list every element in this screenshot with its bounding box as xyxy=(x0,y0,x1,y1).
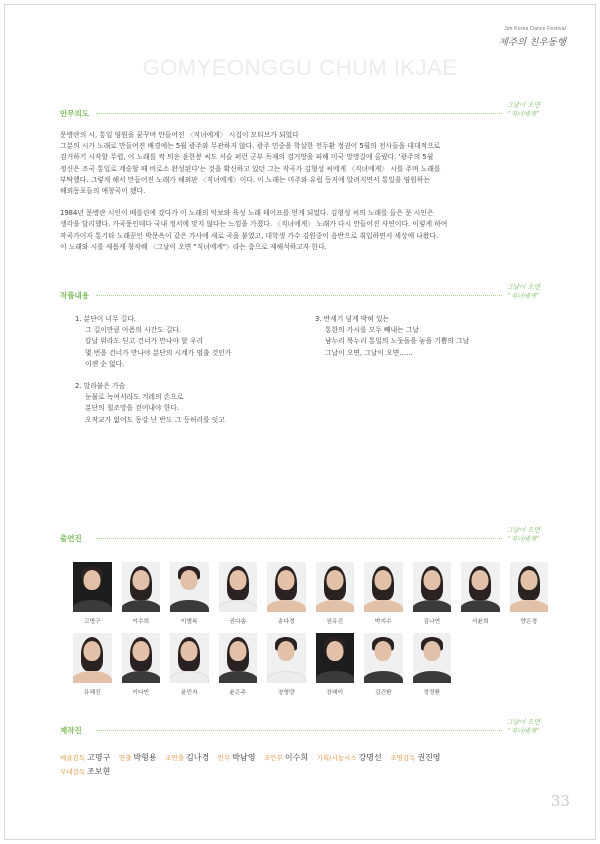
work-line: 남누리 북누리 통일의 노둣돌을 놓을 기쁨의 그날 xyxy=(325,337,470,346)
credit-name: 고명구 xyxy=(87,753,111,762)
work-item xyxy=(315,314,540,359)
cast-member xyxy=(413,633,452,696)
credit-name: 강명선 xyxy=(358,753,382,762)
work-line: 통한의 가시를 모두 빼내는 그날 xyxy=(325,326,419,335)
cast-member xyxy=(219,633,258,696)
cast-member xyxy=(461,562,500,625)
tag-line-2: “직녀에게” xyxy=(507,292,540,300)
cast-name: 양은경 xyxy=(520,619,538,625)
shoulders-shape xyxy=(73,671,112,683)
cast-photo xyxy=(122,562,161,612)
shoulders-shape xyxy=(219,600,258,612)
section-divider xyxy=(96,113,540,114)
section-tag xyxy=(502,718,540,736)
work-line: 칼날 위라도 딛고 건너가 만나야 할 우리 xyxy=(85,337,204,346)
cast-member xyxy=(122,633,161,696)
section-tag xyxy=(502,101,540,119)
cast-name: 김건환 xyxy=(374,690,392,696)
festival-name: 제주의 친우동행 xyxy=(498,37,566,48)
works-right-column xyxy=(315,314,540,370)
cast-name: 김나연 xyxy=(423,619,441,625)
page-number: 33 xyxy=(550,792,570,810)
cast-photo xyxy=(219,562,258,612)
cast-member xyxy=(219,562,258,625)
credit xyxy=(119,753,157,762)
cast-row-1 xyxy=(73,562,543,625)
page-title: GOMYEONGGU CHUM IKJAE xyxy=(142,55,458,80)
tag-line-2: “직녀에게” xyxy=(507,727,540,735)
tag-line-1: 그날이 오면 xyxy=(506,283,540,291)
shoulders-shape xyxy=(413,671,452,683)
shoulders-shape xyxy=(267,600,306,612)
shoulders-shape xyxy=(170,600,209,612)
works-left-column xyxy=(75,314,310,437)
credit xyxy=(218,753,256,762)
cast-name: 이별복 xyxy=(180,619,198,625)
section-title: 제작진 xyxy=(60,726,82,735)
cast-name: 장형량 xyxy=(277,690,295,696)
cast-member xyxy=(364,633,403,696)
cast-member xyxy=(73,633,112,696)
credit-name: 김나경 xyxy=(186,753,210,762)
cast-member xyxy=(316,562,355,625)
section-divider xyxy=(96,730,540,731)
work-item xyxy=(75,381,310,426)
face-shape xyxy=(229,570,246,590)
section-tag xyxy=(502,526,540,544)
face-shape xyxy=(326,641,343,661)
work-line: 3. 반세기 넘게 박혀 있는 xyxy=(315,315,390,323)
work-line: 이젠 순 없다. xyxy=(85,359,125,368)
intention-paragraph: 문병란의 시, 통일 염원을 꿈꾸며 만들어진 〈직녀에게〉 시집이 모티브가 되었다 그분의 시가 노래로 만들어진 배경에는 5월 광주와 무관하지 않다. 광주 민중을 학살한 전두환 정권이 5월의 전사들을 대대적으로 검거하기 시작할 무렵, 이 노래를 싹 틔운 윤한봉 씨도 서슬 퍼런 군부 독재의 검거망을 피해 미국 망명길에 올랐다. '광주의 5월 정신은 조국 통일로 계승할 때 비로소 완성된다'는 것을 확신하고 있던 그는 작곡가 김형성 씨에게 〈직녀에게〉 시를 주며 노래를 부탁했다. 그렇게 해서 만들어진 노래가 해외판 〈직녀에게〉이다. 이 노래는 미주와 유럽 등지에 알려지면서 통일을 염원하는 해외동포들의 애창곡이 됐다. xyxy=(60,131,441,196)
cast-photo xyxy=(510,562,549,612)
cast-name: 송다경 xyxy=(277,619,295,625)
work-line: 2. 말라붙은 가슴 xyxy=(75,382,126,391)
cast-member xyxy=(170,633,209,696)
tag-line-1: 그날이 오면 xyxy=(506,718,540,726)
face-shape xyxy=(181,570,198,590)
work-line: 오작교가 없어도 동강 난 반도 그 등허리를 잇고 xyxy=(85,415,225,424)
festival-subtitle: Jim Korea Dance Festival xyxy=(504,26,566,32)
cast-name: 박지수 xyxy=(374,619,392,625)
cast-name: 장래이 xyxy=(326,690,344,696)
cast-photo xyxy=(316,562,355,612)
work-item xyxy=(75,314,310,370)
credit-name: 박남영 xyxy=(232,753,256,762)
face-shape xyxy=(132,641,149,661)
credit-role: 조연출 xyxy=(165,754,184,762)
section-divider xyxy=(96,538,540,539)
shoulders-shape xyxy=(461,600,500,612)
shoulders-shape xyxy=(73,600,112,612)
cast-member xyxy=(170,562,209,625)
credit xyxy=(60,753,110,762)
tag-line-1: 그날이 오면 xyxy=(506,526,540,534)
face-shape xyxy=(326,570,343,590)
cast-photo xyxy=(364,633,403,683)
cast-member xyxy=(267,562,306,625)
cast-photo xyxy=(413,562,452,612)
face-shape xyxy=(423,570,440,590)
cast-photo xyxy=(219,633,258,683)
cast-photo xyxy=(170,562,209,612)
cast-member xyxy=(73,562,112,625)
face-shape xyxy=(84,570,101,590)
work-line: 눈물로 녹여서라도 겨레의 손으로 xyxy=(85,393,184,402)
cast-name: 권다솜 xyxy=(229,619,247,625)
work-line: 분단의 철조망을 걷어내야 한다. xyxy=(85,404,179,413)
credit-name: 조보현 xyxy=(87,767,111,776)
shoulders-shape xyxy=(316,671,355,683)
section-divider xyxy=(96,295,540,296)
section-title: 안무의도 xyxy=(60,109,89,118)
cast-name: 유혜진 xyxy=(83,690,101,696)
credit-role: 연출 xyxy=(118,754,132,762)
credit-name: 박형용 xyxy=(133,753,157,762)
shoulders-shape xyxy=(413,600,452,612)
credit-name: 이수희 xyxy=(284,753,309,762)
intention-body xyxy=(60,130,540,264)
cast-row-2 xyxy=(73,633,543,696)
section-title: 출연진 xyxy=(60,534,82,543)
festival-logo xyxy=(499,26,566,48)
cast-photo xyxy=(170,633,209,683)
shoulders-shape xyxy=(219,671,258,683)
shoulders-shape xyxy=(267,671,306,683)
credit-role: 기획/시놉시스 xyxy=(316,754,357,762)
face-shape xyxy=(375,570,392,590)
tag-line-2: “직녀에게” xyxy=(507,110,540,118)
credit xyxy=(60,767,110,776)
face-shape xyxy=(181,641,198,661)
face-shape xyxy=(278,570,295,590)
credit-role: 조명감독 xyxy=(390,754,416,762)
shoulders-shape xyxy=(170,671,209,683)
section-title: 작품내용 xyxy=(60,291,89,300)
cast-member xyxy=(510,562,549,625)
cast-name: 서윤희 xyxy=(471,619,489,625)
credit xyxy=(264,753,308,762)
face-shape xyxy=(278,641,295,661)
face-shape xyxy=(229,641,246,661)
cast-photo xyxy=(364,562,403,612)
credit xyxy=(317,753,382,762)
cast-member xyxy=(413,562,452,625)
face-shape xyxy=(423,641,440,661)
cast-member xyxy=(122,562,161,625)
work-line: 1. 분단이 너무 길다. xyxy=(75,315,137,323)
face-shape xyxy=(472,570,489,590)
cast-photo xyxy=(413,633,452,683)
shoulders-shape xyxy=(510,600,549,612)
work-line: 그 길이만큼 아픔의 시간도 길다. xyxy=(85,326,182,335)
staff-credits xyxy=(60,751,540,779)
credit xyxy=(390,753,440,762)
face-shape xyxy=(375,641,392,661)
cast-photo xyxy=(316,633,355,683)
cast-photo xyxy=(73,562,112,612)
shoulders-shape xyxy=(122,671,161,683)
cast-photo xyxy=(122,633,161,683)
work-line: 그날이 오면, 그날이 오면…… xyxy=(325,348,413,357)
credit-role: 무대감독 xyxy=(60,768,86,776)
face-shape xyxy=(84,641,101,661)
tag-line-1: 그날이 오면 xyxy=(506,101,540,109)
shoulders-shape xyxy=(364,671,403,683)
credit-role: 안무 xyxy=(217,754,231,762)
cast-name: 고명구 xyxy=(83,619,101,625)
cast-photo xyxy=(461,562,500,612)
cast-name: 정정환 xyxy=(423,690,441,696)
shoulders-shape xyxy=(122,600,161,612)
cast-photo xyxy=(267,562,306,612)
credit-name: 권진영 xyxy=(417,753,441,762)
face-shape xyxy=(132,570,149,590)
cast-name: 권유진 xyxy=(326,619,344,625)
credit xyxy=(165,753,209,762)
cast-name: 윤민지 xyxy=(180,690,198,696)
credit-role: 조안무 xyxy=(264,754,283,762)
cast-photo xyxy=(267,633,306,683)
cast-name: 이다빈 xyxy=(132,690,150,696)
cast-name: 윤은주 xyxy=(229,690,247,696)
tag-line-2: “직녀에게” xyxy=(507,535,540,543)
cast-member xyxy=(316,633,355,696)
cast-member xyxy=(267,633,306,696)
shoulders-shape xyxy=(316,600,355,612)
intention-paragraph: 1984년 문병란 시인이 베를린에 갔다가 이 노래의 악보와 육성 노래 테이프를 얻게 되었다. 김형성 씨의 노래를 들은 문 시인은 생각을 달리했다. 가곡풍인데다 국내 정서에 맞지 않다는 느낌을 가졌다. 〈직녀에게〉 노래가 다시 만들어진 사연이다. 이렇게 하여 작곡가이자 통기타 노래꾼인 박문옥이 같은 가사에 새로 곡을 붙였고, 대학생 가수 김원중이 음반으로 취입하면서 세상에 나왔다. 이 노래와 시를 새롭게 창작해 〈그날이 오면 "직녀에게"〉라는 춤으로 재해석하고자 한다. xyxy=(60,209,448,251)
section-tag xyxy=(502,283,540,301)
credit-role: 예술감독 xyxy=(60,754,86,762)
cast-photo xyxy=(73,633,112,683)
cast-member xyxy=(364,562,403,625)
face-shape xyxy=(520,570,537,590)
work-line: 몇 번을 건너가 만나야 분단의 시계가 멈출 것인가 xyxy=(85,348,232,357)
shoulders-shape xyxy=(364,600,403,612)
cast-name: 이수희 xyxy=(132,619,150,625)
